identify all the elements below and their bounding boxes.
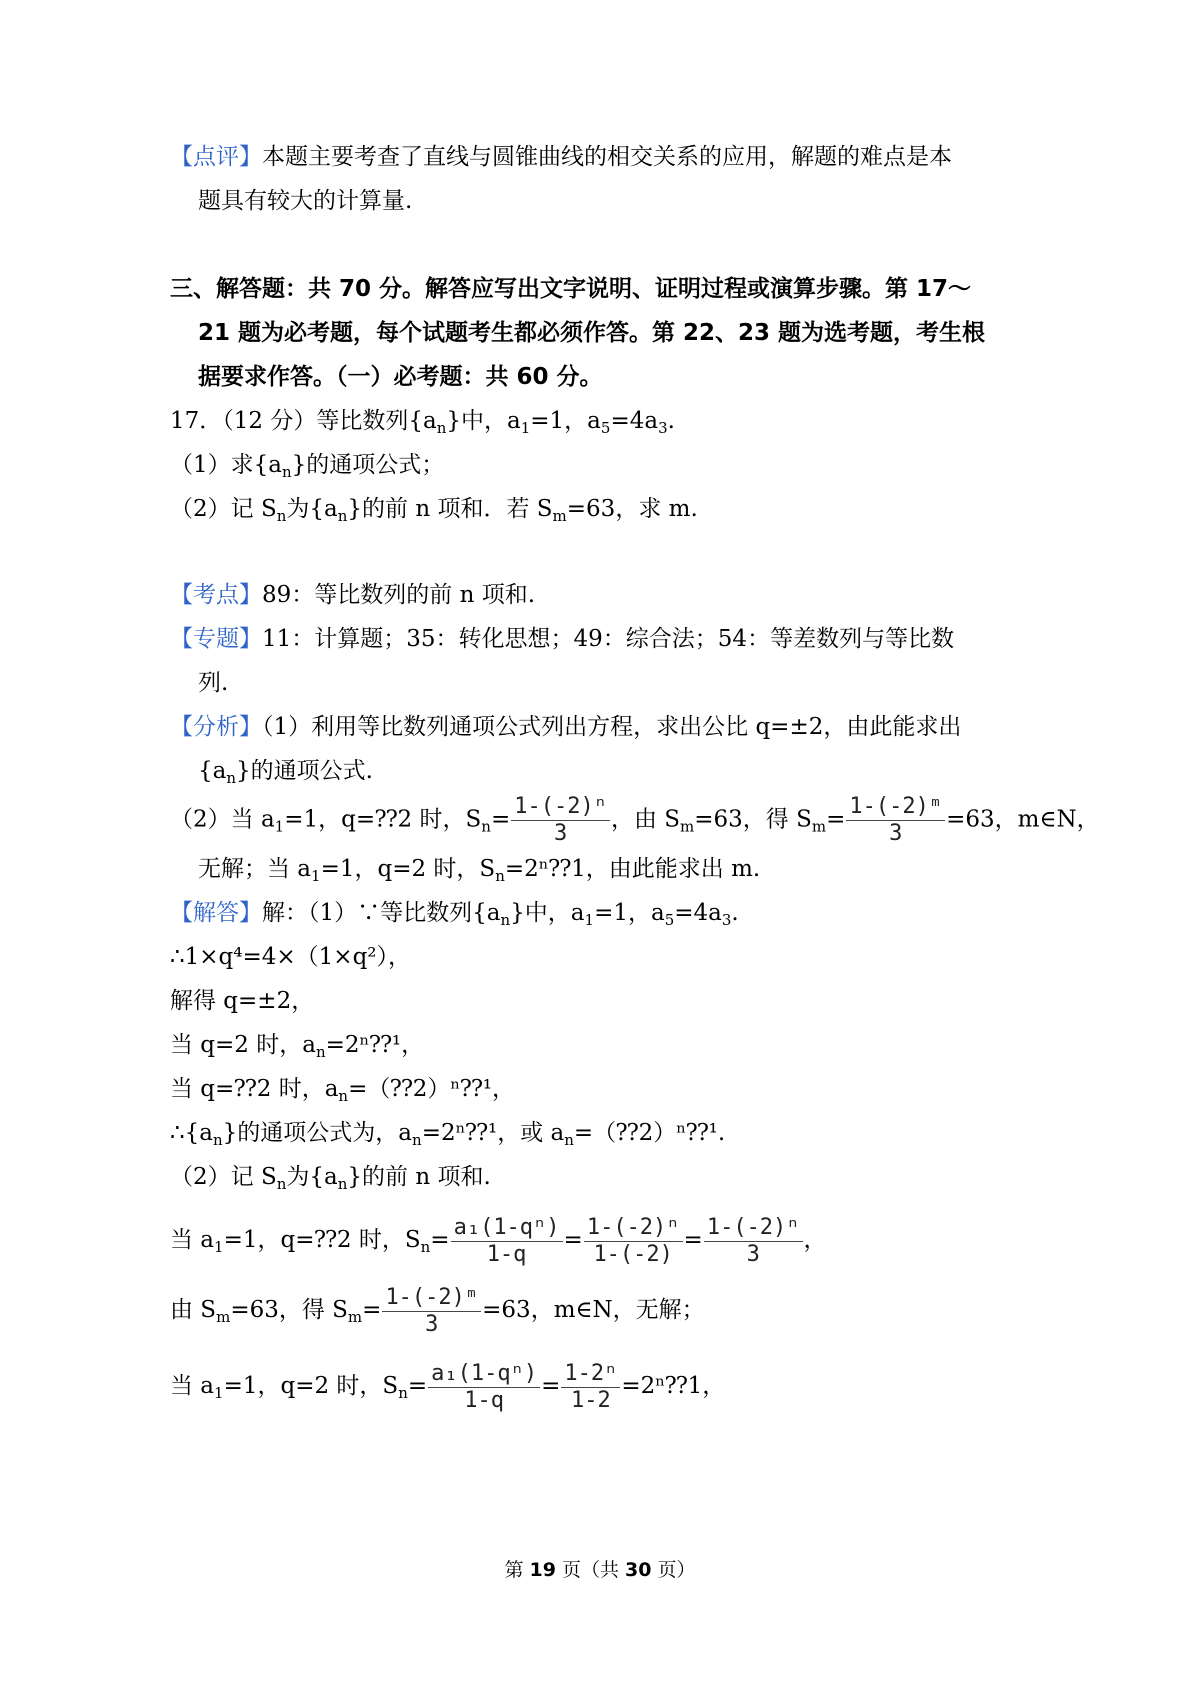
jieda-line-3: 解得 q=±2， <box>170 988 315 1014</box>
jieda-tag: 【解答】 <box>170 900 262 926</box>
section-heading-line-3: 据要求作答。（一）必考题：共 60 分。 <box>198 364 603 390</box>
zhuanti-tag: 【专题】 <box>170 626 262 652</box>
page-total: 30 <box>625 1559 652 1581</box>
page-number: 19 <box>529 1559 556 1581</box>
fraction-geo-sum: $\frac{\text{a₁(1-qⁿ)}}{1-q}$ <box>451 1215 563 1268</box>
fraction-sn: $\frac{\text{1-(-2)ⁿ}}{3}$ <box>511 794 610 847</box>
kaodian-line: 【考点】89：等比数列的前 n 项和. <box>170 582 536 608</box>
fraction-neg-sum: $\frac{\text{1-(-2)ⁿ}}{1-(-2)}$ <box>584 1215 683 1268</box>
zhuanti-line-2: 列. <box>198 670 229 696</box>
problem-stem: 17．（12 分）等比数列$\{a_n\}$中，$a_1=1$，$a_5=4a_3$. <box>170 408 675 437</box>
comment-line-2: 题具有较大的计算量. <box>198 188 413 214</box>
page-footer: 第 19 页（共 30 页） <box>504 1559 696 1581</box>
fenxi-line-1: 【分析】（1）利用等比数列通项公式列出方程，求出公比 q=±2，由此能求出 <box>170 714 962 740</box>
problem-question-2: （2）记 $S_n$为$\{a_n\}$的前 n 项和．若 $S_m=63$，求 m. <box>170 496 698 525</box>
jieda-line-4: 当 q=2 时，$a_n=2^n⁇^1$， <box>170 1032 425 1061</box>
fraction-sm-solution: $\frac{\text{1-(-2)ᵐ}}{3}$ <box>382 1285 481 1338</box>
jieda-line-6: $\therefore\{a_n\}$的通项公式为，$a_n=2^n⁇^1$，或 $a_n=(⁇2)^n⁇^1$. <box>170 1120 726 1149</box>
fenxi-line-4: 无解；当 $a_1=1$，q=2 时，$S_n=2^n⁇1$，由此能求出 m. <box>198 856 761 885</box>
jieda-line-5: 当 q=⁇2 时，$a_n=(⁇2)^n⁇^1$， <box>170 1076 516 1105</box>
jieda-line-10: 当 $a_1=1$，q=2 时，$S_n=$ $\frac{\text{a₁(1-qⁿ)}}{1-q}$ = $\frac{\text{1-2ⁿ}}{1-2}$ =2ⁿ⁇1， <box>170 1360 726 1413</box>
problem-question-1: （1）求$\{a_n\}$的通项公式； <box>170 452 445 481</box>
kaodian-tag: 【考点】 <box>170 582 262 608</box>
fraction-sm: $\frac{\text{1-(-2)ᵐ}}{3}$ <box>846 794 945 847</box>
jieda-line-7: （2）记 $S_n$为$\{a_n\}$的前 n 项和. <box>170 1164 491 1193</box>
jieda-line-2: ∴1×q⁴=4×（1×q²）， <box>170 944 412 970</box>
section-heading-line-1: 三、解答题：共 70 分。解答应写出文字说明、证明过程或演算步骤。第 17～ <box>170 276 972 302</box>
section-heading-line-2: 21 题为必考题，每个试题考生都必须作答。第 22、23 题为选考题，考生根 <box>198 320 986 346</box>
comment-tag: 【点评】 <box>170 144 262 170</box>
fraction-neg-simplified: $\frac{\text{1-(-2)ⁿ}}{3}$ <box>704 1215 803 1268</box>
jieda-line-8: 当 $a_1=1$，q=⁇2 时，$S_n=$ $\frac{\text{a₁(1-qⁿ)}}{1-q}$ = $\frac{\text{1-(-2)ⁿ}}{1-(-2)}$ = $\frac{\text{1-(-2)ⁿ}}{3}$ ， <box>170 1214 827 1267</box>
fenxi-line-3: （2）当 $a_1=1$，q=⁇2 时，$S_n=$ $\frac{\text{1-(-2)ⁿ}}{3}$ ，由 $S_m=63$，得 $S_m=$ $\frac{\text{1-(-2)ᵐ}}{3}$ =63，m∈N， <box>170 794 1100 846</box>
comment-line-1: 【点评】本题主要考查了直线与圆锥曲线的相交关系的应用，解题的难点是本 <box>170 144 952 170</box>
zhuanti-line-1: 【专题】11：计算题；35：转化思想；49：综合法；54：等差数列与等比数 <box>170 626 955 652</box>
jieda-line-1: 【解答】解：（1）∵等比数列$\{a_n\}$中，$a_1=1$，$a_5=4a_3$. <box>170 900 739 929</box>
fraction-two-sum: $\frac{\text{1-2ⁿ}}{1-2}$ <box>561 1361 620 1414</box>
fenxi-tag: 【分析】 <box>170 714 262 740</box>
jieda-line-9: 由 $S_m=63$，得 $S_m=$ $\frac{\text{1-(-2)ᵐ}}{3}$ =63，m∈N，无解； <box>170 1284 705 1337</box>
fraction-geo-sum-2: $\frac{\text{a₁(1-qⁿ)}}{1-q}$ <box>428 1361 540 1414</box>
fenxi-line-2: $\{a_n\}$的通项公式. <box>198 758 373 787</box>
